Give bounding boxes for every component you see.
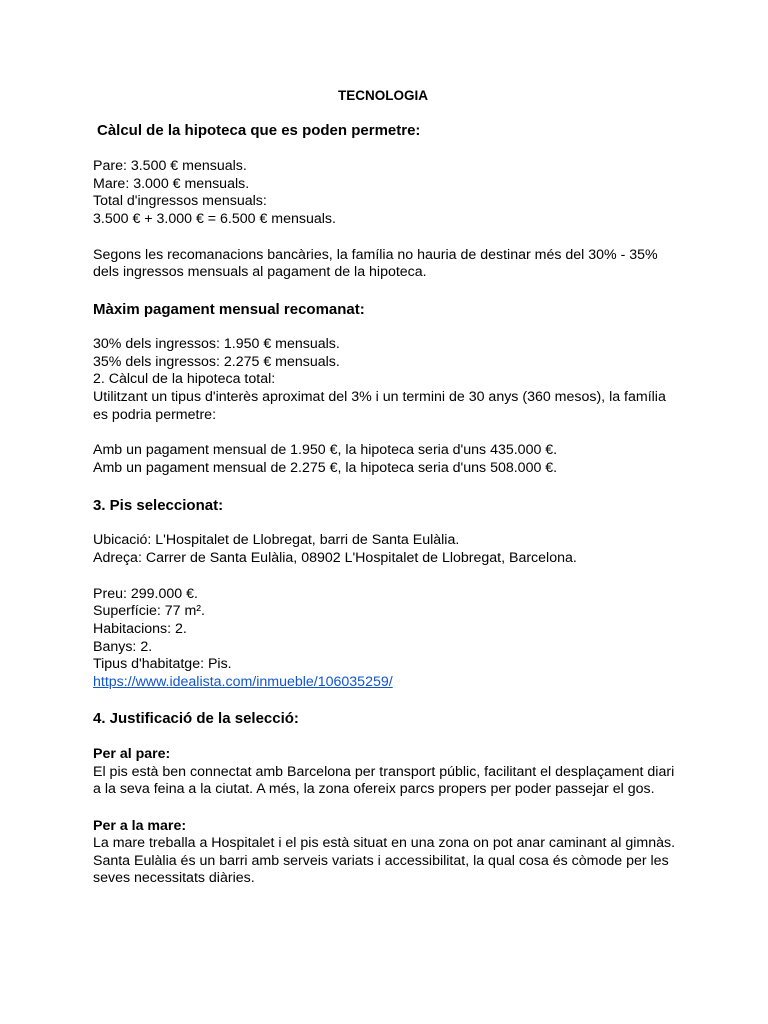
mortgage-result-line: Amb un pagament mensual de 2.275 €, la hipoteca seria d'uns 508.000 €. — [93, 460, 558, 476]
document-title: TECNOLOGIA — [338, 88, 428, 103]
income-line: Total d'ingressos mensuals: — [93, 193, 267, 209]
recommendation-line: Segons les recomanacions bancàries, la família no hauria de destinar més del 30% - 35% — [93, 247, 658, 263]
payment-line: es podria permetre: — [93, 407, 217, 423]
mother-label: Per a la mare: — [93, 818, 187, 834]
detail-line: Tipus d'habitatge: Pis. — [93, 656, 232, 672]
recommendation-line: dels ingressos mensuals al pagament de la hipoteca. — [93, 264, 427, 280]
mother-line: La mare treballa a Hospitalet i el pis està situat en una zona on pot anar caminant al gimnàs. — [93, 835, 676, 851]
father-line: El pis està ben connectat amb Barcelona per transport públic, facilitant el desplaçament diari — [93, 764, 675, 780]
payment-line: 30% dels ingressos: 1.950 € mensuals. — [93, 336, 340, 352]
mother-line: Santa Eulàlia és un barri amb serveis variats i accessibilitat, la qual cosa és còmode per les — [93, 853, 669, 869]
section-heading-max-payment: Màxim pagament mensual recomanat: — [93, 301, 365, 318]
location-line: Ubicació: L'Hospitalet de Llobregat, barri de Santa Eulàlia. — [93, 532, 460, 548]
section-heading-affordability: Càlcul de la hipoteca que es poden permetre: — [97, 122, 421, 139]
section-heading-justification: 4. Justificació de la selecció: — [93, 710, 299, 727]
mother-line: seves necessitats diàries. — [93, 870, 255, 886]
detail-line: Habitacions: 2. — [93, 621, 187, 637]
father-label: Per al pare: — [93, 746, 171, 762]
listing-link-line — [93, 674, 393, 692]
payment-line: Utilitzant un tipus d'interès aproximat del 3% i un termini de 30 anys (360 mesos), la família — [93, 389, 666, 405]
mortgage-result-line: Amb un pagament mensual de 1.950 €, la hipoteca seria d'uns 435.000 €. — [93, 442, 558, 458]
listing-link[interactable]: https://www.idealista.com/inmueble/106035259/ — [93, 674, 393, 690]
income-line: Pare: 3.500 € mensuals. — [93, 158, 247, 174]
location-line: Adreça: Carrer de Santa Eulàlia, 08902 L'Hospitalet de Llobregat, Barcelona. — [93, 550, 577, 566]
detail-line: Preu: 299.000 €. — [93, 586, 198, 602]
income-line: 3.500 € + 3.000 € = 6.500 € mensuals. — [93, 211, 336, 227]
detail-line: Superfície: 77 m². — [93, 603, 205, 619]
income-line: Mare: 3.000 € mensuals. — [93, 176, 250, 192]
payment-line: 35% dels ingressos: 2.275 € mensuals. — [93, 354, 340, 370]
father-line: a la seva feina a la ciutat. A més, la zona ofereix parcs propers per poder passejar el gos. — [93, 781, 655, 797]
detail-line: Banys: 2. — [93, 639, 153, 655]
payment-line: 2. Càlcul de la hipoteca total: — [93, 371, 276, 387]
section-heading-selected-flat: 3. Pis seleccionat: — [93, 497, 224, 514]
